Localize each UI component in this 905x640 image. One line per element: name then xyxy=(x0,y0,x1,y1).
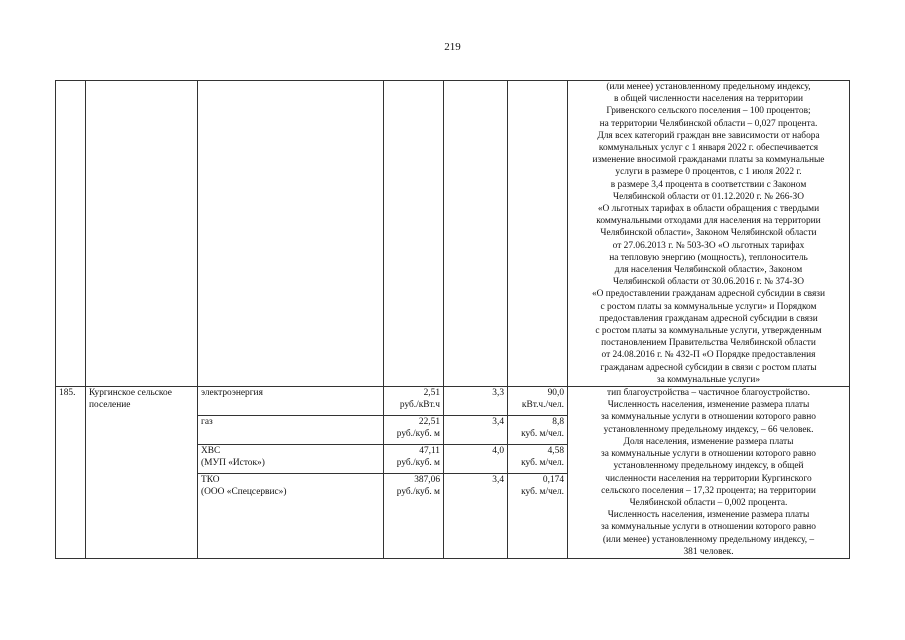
service-index: 4,0 xyxy=(444,444,508,473)
service-volume: 0,174 куб. м/чел. xyxy=(508,473,568,558)
service-volume: 4,58 куб. м/чел. xyxy=(508,444,568,473)
service-name: ХВС (МУП «Исток») xyxy=(198,444,384,473)
page-number: 219 xyxy=(444,41,461,53)
table-row xyxy=(56,387,850,416)
service-name: газ xyxy=(198,416,384,445)
empty-cell xyxy=(508,81,568,387)
service-tariff: 387,06 руб./куб. м xyxy=(384,473,444,558)
service-index: 3,3 xyxy=(444,387,508,416)
service-tariff: 2,51 руб./кВт.ч xyxy=(384,387,444,416)
empty-cell xyxy=(444,81,508,387)
tariff-table xyxy=(55,80,850,559)
row-description: тип благоустройства – частичное благоустройство. Численность населения, изменение размера платы за коммунальные услуги в отношении которого равно установленному предельному индексу, – 66 человек. Доля населения, изменение размера платы за коммунальные услуги в отношении которого равно установленному предельному индексу, в общей численности населения на территории Кургинского сельского поселения – 17,32 процента; на территории Челябинской области – 0,002 процента. Численность населения, изменение размера платы за коммунальные услуги в отношении которого равно (или менее) установленному предельному индексу, – 381 человек. xyxy=(568,387,850,559)
empty-cell xyxy=(56,81,86,387)
service-name: ТКО (ООО «Спецсервис») xyxy=(198,473,384,558)
service-volume: 8,8 куб. м/чел. xyxy=(508,416,568,445)
empty-cell xyxy=(86,81,198,387)
empty-cell xyxy=(384,81,444,387)
service-name: электроэнергия xyxy=(198,387,384,416)
row-number: 185. xyxy=(56,387,86,559)
empty-cell xyxy=(198,81,384,387)
continuation-text: (или менее) установленному предельному индексу, в общей численности населения на территории Гривенского сельского поселения – 100 процентов; на территории Челябинской области – 0,027 процента. Для всех категорий граждан вне зависимости от набора коммунальных услуг с 1 января 2022 г. обеспечивается изменение вносимой гражданами платы за коммунальные услуги в размере 0 процентов, с 1 июля 2022 г. в размере 3,4 процента в соответствии с Законом Челябинской области от 01.12.2020 г. № 266-ЗО «О льготных тарифах в области обращения с твердыми коммунальными отходами для населения на территории Челябинской области», Законом Челябинской области от 27.06.2013 г. № 503-ЗО «О льготных тарифах на тепловую энергию (мощность), теплоноситель для населения Челябинской области», Законом Челябинской области от 30.06.2016 г. № 374-ЗО «О предоставлении гражданам адресной субсидии в связи с ростом платы за коммунальные услуги» и Порядком предоставления гражданам адресной субсидии в связи с ростом платы за коммунальные услуги, утвержденным постановлением Правительства Челябинской области от 24.08.2016 г. № 432-П «О Порядке предоставления гражданам адресной субсидии в связи с ростом платы за коммунальные услуги» xyxy=(568,81,850,387)
settlement-name: Кургинское сельское поселение xyxy=(86,387,198,559)
service-tariff: 22,51 руб./куб. м xyxy=(384,416,444,445)
continuation-row xyxy=(56,81,850,387)
service-tariff: 47,11 руб./куб. м xyxy=(384,444,444,473)
service-index: 3,4 xyxy=(444,416,508,445)
service-volume: 90,0 кВт.ч./чел. xyxy=(508,387,568,416)
service-index: 3,4 xyxy=(444,473,508,558)
